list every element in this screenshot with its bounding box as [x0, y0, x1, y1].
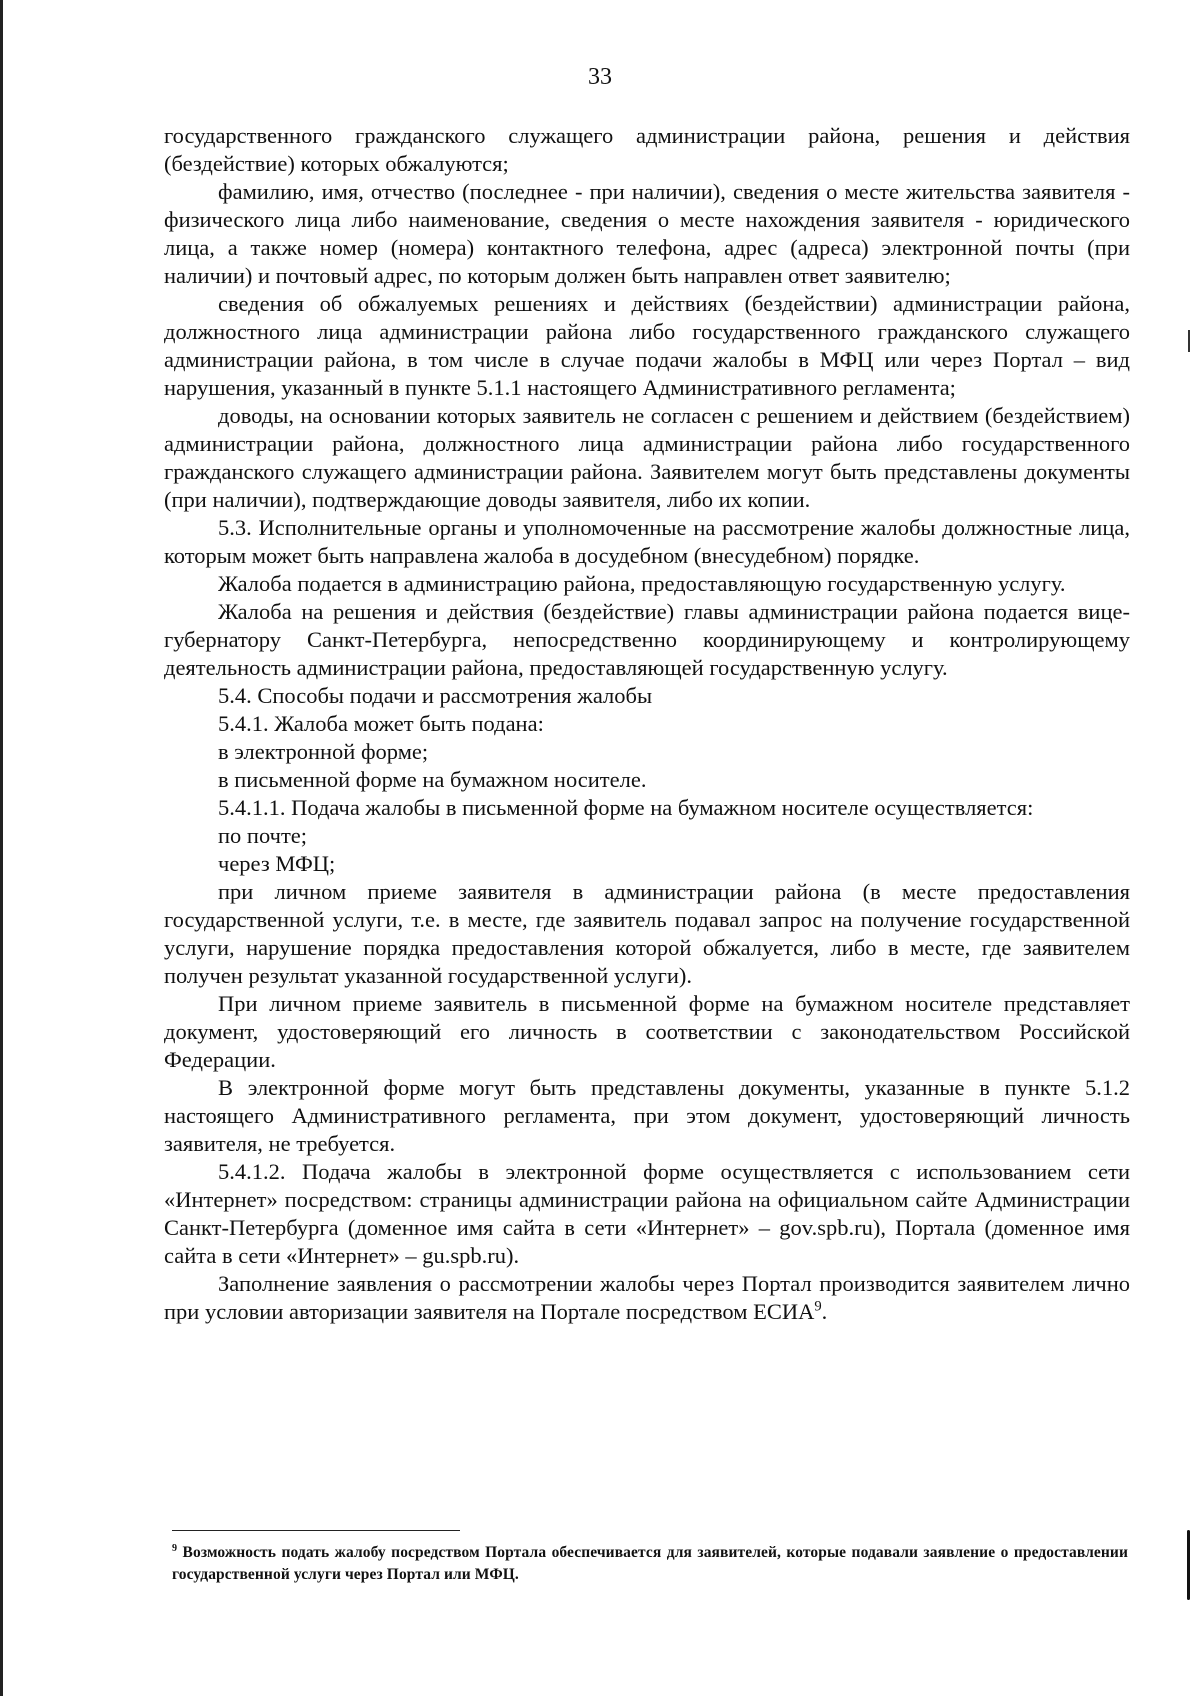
paragraph: сведения об обжалуемых решениях и действиях (бездействии) администрации района, должностного лица администрации района либо государственного гражданского служащего администрации района, в том числе в случае подачи жалобы в МФЦ или через Портал – вид нарушения, указанный в пункте 5.1.1 настоящего Административного регламента; [164, 291, 1130, 400]
paragraph: при личном приеме заявителя в администрации района (в месте предоставления государственной услуги, т.е. в месте, где заявитель подавал запрос на получение государственной услуги, нарушение порядка предоставления которой обжалуется, либо в месте, где заявителем получен результат указанной государственной услуги). [164, 879, 1130, 988]
paragraph: Жалоба на решения и действия (бездействие) главы администрации района подается вице-губернатору Санкт-Петербурга, непосредственно координирующему и контролирующему деятельность администрации района, предоставляющей государственную услугу. [164, 599, 1130, 680]
list-item: в электронной форме; [218, 739, 429, 764]
paragraph: фамилию, имя, отчество (последнее - при наличии), сведения о месте жительства заявителя - физического лица либо наименование, сведения о месте нахождения заявителя - юридического лица, а также номер (номера) контактного телефона, адрес (адреса) электронной почты (при наличии) и почтовый адрес, по которым должен быть направлен ответ заявителю; [164, 179, 1130, 288]
section-heading: 5.4. Способы подачи и рассмотрения жалобы [218, 683, 653, 708]
paragraph: Жалоба подается в администрацию района, предоставляющую государственную услугу. [218, 571, 1066, 596]
paragraph: 5.4.1. Жалоба может быть подана: [218, 711, 544, 736]
document-body [164, 122, 1130, 1326]
paragraph: При личном приеме заявитель в письменной форме на бумажном носителе представляет документ, удостоверяющий его личность в соответствии с законодательством Российской Федерации. [164, 991, 1130, 1072]
list-item: в письменной форме на бумажном носителе. [218, 767, 647, 792]
paragraph: 5.4.1.1. Подача жалобы в письменной форме на бумажном носителе осуществляется: [218, 795, 1034, 820]
scan-mark [1188, 330, 1190, 352]
paragraph: доводы, на основании которых заявитель не согласен с решением и действием (бездействием) администрации района, должностного лица администрации района либо государственного гражданского служащего администрации района. Заявителем могут быть представлены документы (при наличии), подтверждающие доводы заявителя, либо их копии. [164, 403, 1130, 512]
paragraph: 5.4.1.2. Подача жалобы в электронной форме осуществляется с использованием сети «Интернет» посредством: страницы администрации района на официальном сайте Администрации Санкт-Петербурга (доменное имя сайта в сети «Интернет» – gov.spb.ru), Портала (доменное имя сайта в сети «Интернет» – gu.spb.ru). [164, 1159, 1130, 1268]
footnote-separator [172, 1530, 460, 1531]
footnote-text: Возможность подать жалобу посредством Портала обеспечивается для заявителей, которые подавали заявление о предоставлении государственной услуги через Портал или МФЦ. [172, 1544, 1128, 1583]
paragraph: В электронной форме могут быть представлены документы, указанные в пункте 5.1.2 настоящего Административного регламента, при этом документ, удостоверяющий личность заявителя, не требуется. [164, 1075, 1130, 1156]
paragraph-text: Заполнение заявления о рассмотрении жалобы через Портал производится заявителем лично при условии авторизации заявителя на Портале посредством ЕСИА [164, 1271, 1130, 1324]
list-item: по почте; [218, 823, 308, 848]
footnote-marker: 9 [172, 1542, 178, 1554]
footnote-reference: 9 [814, 1298, 822, 1315]
paragraph: 5.3. Исполнительные органы и уполномоченные на рассмотрение жалобы должностные лица, которым может быть направлена жалоба в досудебном (внесудебном) порядке. [164, 515, 1130, 568]
list-item: через МФЦ; [218, 851, 336, 876]
scan-edge-left [0, 0, 3, 1696]
footnote [172, 1542, 1128, 1586]
page-number: 33 [588, 64, 612, 90]
paragraph: государственного гражданского служащего администрации района, решения и действия (бездействие) которых обжалуются; [164, 123, 1130, 176]
scan-mark [1187, 1530, 1190, 1600]
paragraph: Заполнение заявления о рассмотрении жалобы через Портал производится заявителем лично при условии авторизации заявителя на Портале посредством ЕСИА$^9$. [164, 1271, 1130, 1324]
